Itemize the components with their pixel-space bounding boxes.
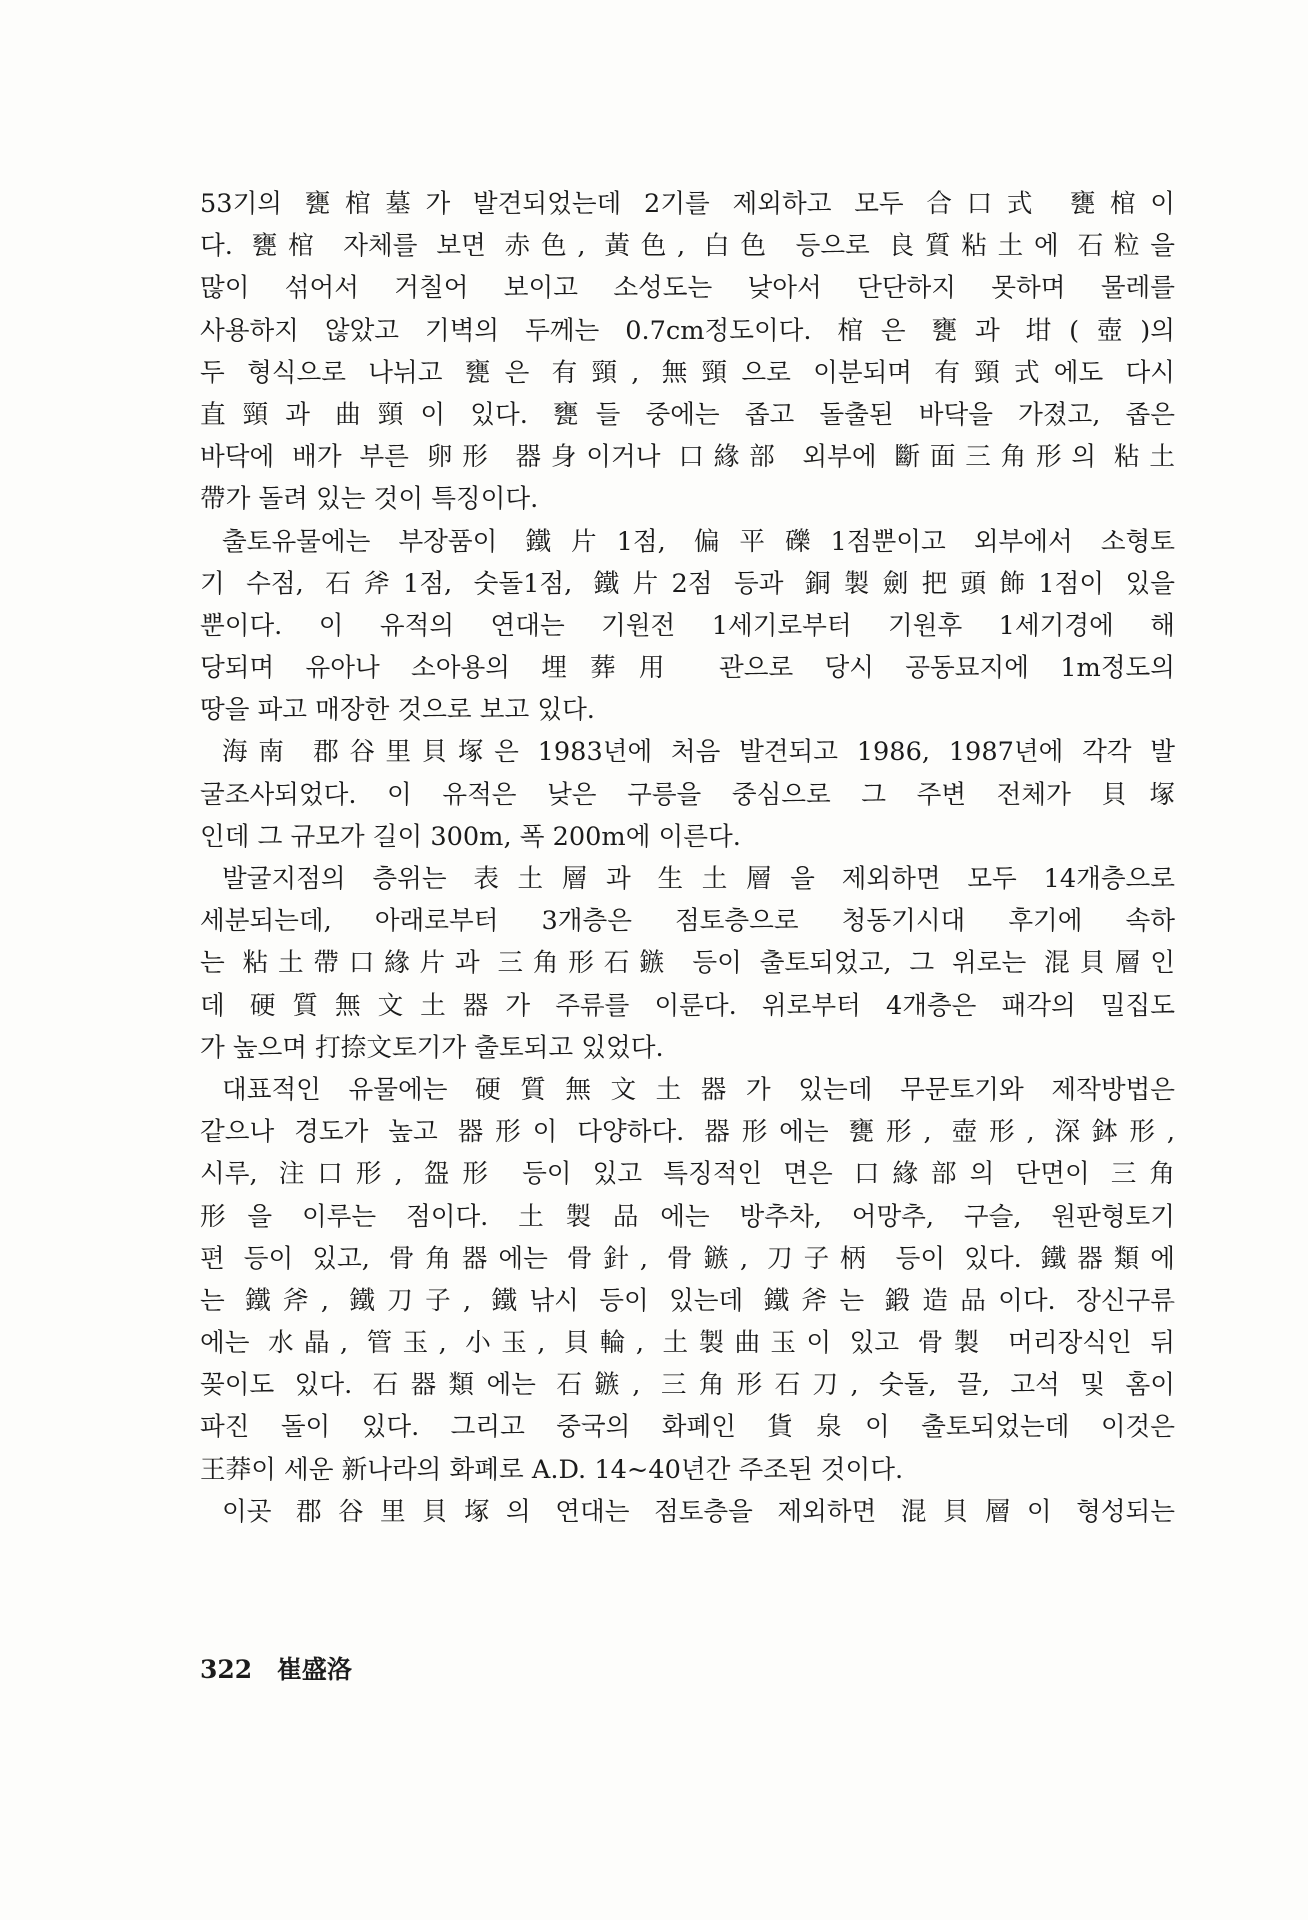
text-line: 출토유물에는 부장품이 鐵片1점, 偏平礫1점뿐이고 외부에서 소형토 [222, 526, 1175, 557]
text-line: 파진 돌이 있다. 그리고 중국의 화폐인 貨泉이 출토되었는데 이것은 [200, 1412, 1175, 1443]
text-line: 기 수점, 石斧1점, 숫돌1점, 鐵片2점 등과 銅製劍把頭飾1점이 있을 [200, 568, 1175, 599]
text-line: 두 형식으로 나뉘고 甕은 有頸, 無頸으로 이분되며 有頸式에도 다시 [200, 357, 1175, 388]
paragraph-1 [200, 183, 1175, 521]
text-line: 뿐이다. 이 유적의 연대는 기원전 1세기로부터 기원후 1세기경에 해 [200, 610, 1175, 641]
running-author: 崔盛洛 [276, 1655, 352, 1684]
text-line: 편 등이 있고, 骨角器에는 骨針, 骨鏃, 刀子柄 등이 있다. 鐵器類에 [200, 1243, 1175, 1274]
text-line: 形을 이루는 점이다. 土製品에는 방추차, 어망추, 구슬, 원판형토기 [200, 1201, 1175, 1232]
text-line: 같으나 경도가 높고 器形이 다양하다. 器形에는 甕形, 壺形, 深鉢形, [200, 1117, 1175, 1148]
text-line: 다. 甕棺 자체를 보면 赤色, 黃色, 白色 등으로 良質粘土에 石粒을 [200, 231, 1175, 262]
text-line: 바닥에 배가 부른 卵形 器身이거나 口緣部 외부에 斷面三角形의 粘土 [200, 442, 1175, 473]
text-line: 에는 水晶, 管玉, 小玉, 貝輪, 土製曲玉이 있고 骨製 머리장식인 뒤 [200, 1328, 1175, 1359]
paragraph-4 [200, 858, 1175, 1069]
paragraph-6 [200, 1491, 1175, 1533]
text-line: 세분되는데, 아래로부터 3개층은 점토층으로 청동기시대 후기에 속하 [200, 906, 1175, 937]
text-line: 帶가 돌려 있는 것이 특징이다. [200, 484, 539, 515]
text-line: 直頸과 曲頸이 있다. 甕들 중에는 좁고 돌출된 바닥을 가졌고, 좁은 [200, 399, 1175, 430]
text-line: 땅을 파고 매장한 것으로 보고 있다. [200, 695, 595, 726]
text-line: 데 硬質無文土器가 주류를 이룬다. 위로부터 4개층은 패각의 밀집도 [200, 990, 1175, 1021]
text-line: 사용하지 않았고 기벽의 두께는 0.7cm정도이다. 棺은 甕과 坩(壺)의 [200, 315, 1175, 346]
page-footer [200, 1650, 352, 1686]
paragraph-2 [200, 521, 1175, 732]
text-line: 대표적인 유물에는 硬質無文土器가 있는데 무문토기와 제작방법은 [222, 1074, 1175, 1105]
text-line: 시루, 注口形, 盌形 등이 있고 특징적인 면은 口緣部의 단면이 三角 [200, 1159, 1175, 1190]
text-line: 이곳 郡谷里貝塚의 연대는 점토층을 제외하면 混貝層이 형성되는 [222, 1496, 1175, 1527]
text-line: 굴조사되었다. 이 유적은 낮은 구릉을 중심으로 그 주변 전체가 貝塚 [200, 779, 1175, 810]
text-line: 당되며 유아나 소아용의 埋葬用 관으로 당시 공동묘지에 1m정도의 [200, 653, 1175, 684]
text-line: 는 鐵斧, 鐵刀子, 鐵낚시 등이 있는데 鐵斧는 鍛造品이다. 장신구류 [200, 1285, 1175, 1316]
text-line: 발굴지점의 층위는 表土層과 生土層을 제외하면 모두 14개층으로 [222, 864, 1175, 894]
text-line: 가 높으며 打捺文토기가 출토되고 있었다. [200, 1032, 664, 1063]
text-line: 많이 섞어서 거칠어 보이고 소성도는 낮아서 단단하지 못하며 물레를 [200, 273, 1175, 304]
paragraph-5 [200, 1069, 1175, 1491]
text-line: 王莽이 세운 新나라의 화폐로 A.D. 14~40년간 주조된 것이다. [200, 1454, 904, 1485]
text-line: 꽂이도 있다. 石器類에는 石鏃, 三角形石刀, 숫돌, 끌, 고석 및 홈이 [200, 1370, 1175, 1401]
paragraph-3 [200, 731, 1175, 858]
body-text [200, 183, 1175, 1533]
text-line: 는 粘土帶口緣片과 三角形石鏃 등이 출토되었고, 그 위로는 混貝層인 [200, 948, 1175, 979]
page-number: 322 [200, 1655, 253, 1684]
text-line: 53기의 甕棺墓가 발견되었는데 2기를 제외하고 모두 合口式 甕棺이 [200, 189, 1175, 219]
text-line: 인데 그 규모가 길이 300m, 폭 200m에 이른다. [200, 821, 741, 852]
text-line: 海南 郡谷里貝塚은 1983년에 처음 발견되고 1986, 1987년에 각각 발 [222, 737, 1175, 768]
